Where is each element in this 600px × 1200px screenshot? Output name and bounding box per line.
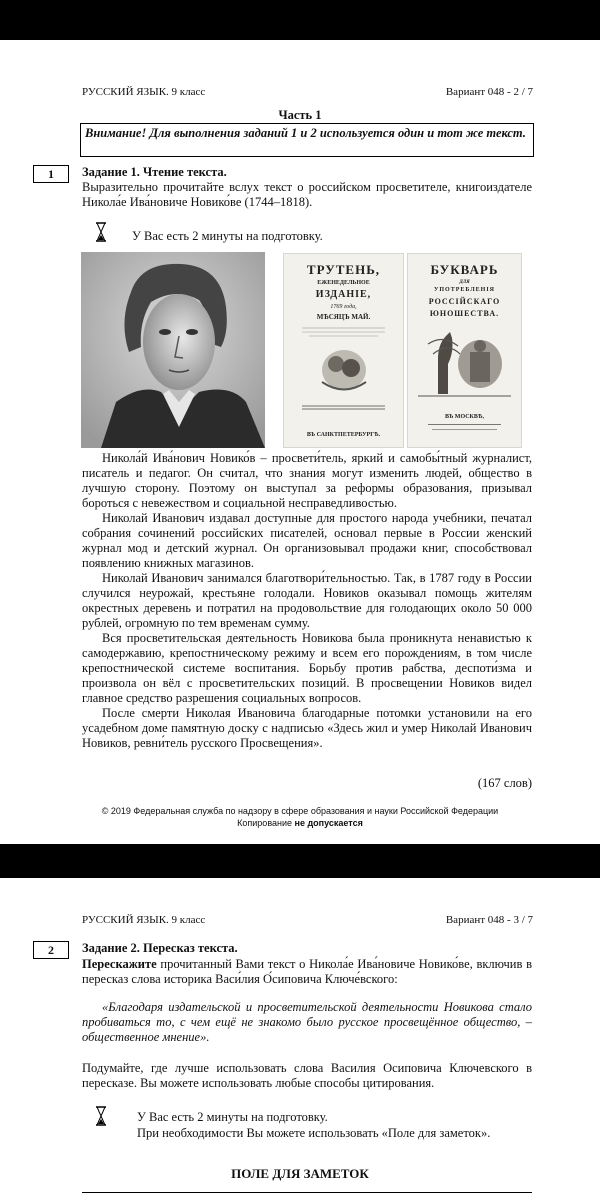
task-title: Задание 1. Чтение текста. (82, 165, 227, 179)
book2-title: БУКВАРЬ (430, 262, 499, 277)
paragraph: Никола́й Ива́нович Новико́в – просвети́тель, яркий и самобы́тный журналист, писатель и педагог. Он считал, что знания могут изменить людей, общество в лучшую сторону. Поэтому он выступал за реформы образования, призывал бороться с невежеством и социальной несправедливостью. (82, 451, 532, 510)
notes-field-hint: При необходимости Вы можете использовать «Поле для заметок». (137, 1126, 491, 1140)
portrait-image (81, 252, 265, 448)
book2-vignette (408, 324, 521, 404)
reading-text (82, 451, 532, 751)
paragraph: Николай Иванович занимался благотвори́тельностью. Так, в 1787 году в России случился неурожай, крестьяне голодали. Новиков оказывал помощь жителям окрестных деревень и потратил на продовольствие для голодающих около 50 000 рублей, огромную по тем временам сумму. (82, 571, 532, 630)
page-header-subject: РУССКИЙ ЯЗЫК. 9 класс (82, 86, 206, 98)
book2-imprint-line-2 (432, 429, 497, 430)
task-instruction (82, 957, 532, 987)
hourglass-icon (95, 222, 107, 242)
book1-subtitle2: ИЗДАНІЕ, (315, 289, 372, 300)
book-truten-cover (283, 253, 404, 448)
book2-subtitle4: ЮНОШЕСТВА. (429, 309, 500, 318)
instruction-rest: прочитанный Вами текст о Никола́е Ива́новиче Новико́ве, включив в пересказ слова историка Васи́лия О́сиповича Ключе́вского: (82, 957, 532, 986)
exam-page-2 (0, 878, 600, 1200)
page-header-variant: Вариант 048 - 3 / 7 (445, 914, 533, 926)
task-instruction: Выразительно прочитайте вслух текст о российском просветителе, книгоиздателе Никола́е Ива́новиче Новико́ве (1744–1818). (82, 180, 532, 209)
book1-year: 1769 года, (330, 304, 357, 310)
paragraph: После смерти Николая Ивановича благодарные потомки установили на его усадебном доме памятную доску с надписью «Здесь жил и умер Николай Иванович Новиков, ревни́тель русского Просвещения». (82, 706, 532, 750)
think-instruction: Подумайте, где лучше использовать слова Василия Осиповича Ключевского в пересказе. Вы можете использовать любые способы цитирования. (82, 1061, 532, 1090)
task-number-box: 2 (33, 941, 69, 959)
paragraph: Вся просветительская деятельность Новикова была проникнута ненавистью к самодержавию, крепостническому режиму и всем его порождениям, в том числе крепостнической системе воспитания. Борьбу против рабства, деспоти́зма и произвола он вёл с просветительских позиций. В просвещении Новиков видел главное средство разрешения социальных вопросов. (82, 631, 532, 705)
book2-imprint-line-1 (428, 424, 501, 425)
book2-subtitle3: РОССІЙСКАГО (428, 297, 501, 306)
notes-field-line (82, 1192, 532, 1193)
book2-subtitle2: УПОТРЕБЛЕНІЯ (433, 287, 496, 293)
word-count: (167 слов) (477, 776, 532, 790)
hourglass-icon (95, 1106, 107, 1126)
page-header-subject: РУССКИЙ ЯЗЫК. 9 класс (82, 914, 206, 926)
book1-title: ТРУТЕНЬ, (306, 262, 381, 277)
prep-time-note: У Вас есть 2 минуты на подготовку. (137, 1110, 328, 1124)
portrait-illustration (81, 252, 265, 448)
part-title: Часть 1 (278, 108, 322, 122)
copy-notice (0, 818, 600, 829)
book1-month: МѢСЯЦЪ МАЙ. (316, 313, 371, 321)
book1-vignette (284, 322, 403, 422)
notes-field-title: ПОЛЕ ДЛЯ ЗАМЕТОК (231, 1166, 369, 1181)
task-title: Задание 2. Пересказ текста. (82, 941, 238, 955)
book2-subtitle1: ДЛЯ (459, 280, 470, 285)
prep-time-note: У Вас есть 2 минуты на подготовку. (132, 229, 323, 243)
book2-city: ВЪ МОСКВѢ, (445, 414, 484, 420)
exam-page-1 (0, 40, 600, 844)
book1-city: ВЪ САНКТПЕТЕРБУРГѢ. (306, 432, 381, 438)
book-bukvar-cover (407, 253, 522, 448)
page-header-variant: Вариант 048 - 2 / 7 (445, 86, 533, 98)
task-number-box: 1 (33, 165, 69, 183)
copyright-line: © 2019 Федеральная служба по надзору в сфере образования и науки Российской Федерации (101, 806, 499, 816)
copy-notice-bold: не допускается (294, 818, 363, 828)
paragraph: Николай Иванович издавал доступные для простого народа учебники, печатал собрания сочинений российских писателей, основал первые в России женский журнал мод и детский журнал. Он организовывал продажи книг, способствовал появлению книжных магазинов. (82, 511, 532, 570)
instruction-verb: Перескажите (82, 957, 157, 971)
copy-notice-prefix: Копирование (237, 818, 295, 828)
attention-box: Внимание! Для выполнения заданий 1 и 2 используется один и тот же текст. (80, 123, 534, 157)
book1-subtitle1: ЕЖЕНЕДЕЛЬНОЕ (317, 280, 370, 286)
kluchevsky-quote: «Благодаря издательской и просветительской деятельности Новикова стало пробиваться то, с чем ещё не знакомо было русское просвещённое общество, – общественное мнение». (82, 1000, 532, 1044)
